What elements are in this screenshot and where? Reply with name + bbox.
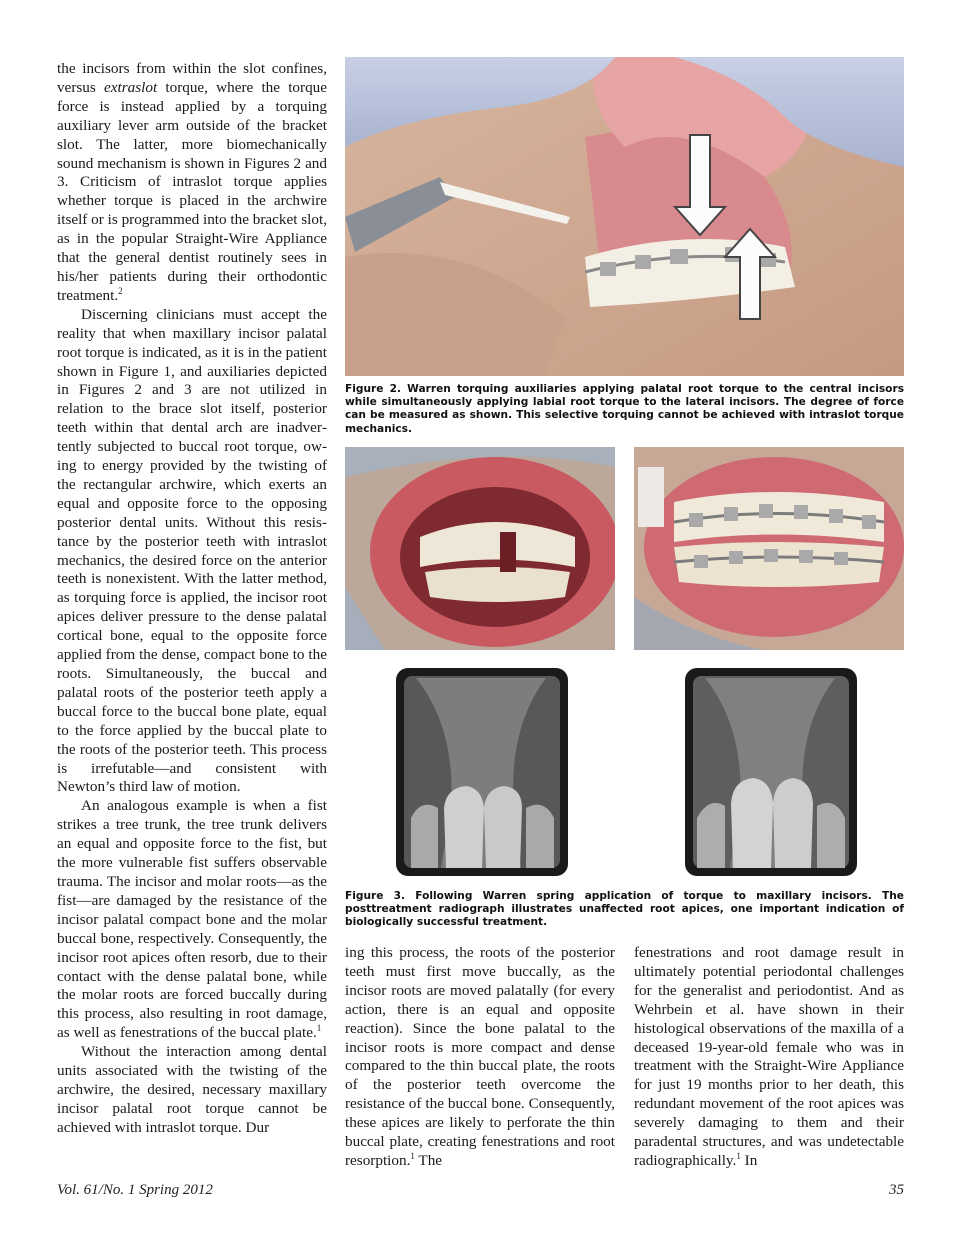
footer-journal-info: Vol. 61/No. 1 Spring 2012	[57, 1182, 213, 1198]
figure-3-radiograph-pretreatment	[396, 668, 568, 876]
paragraph: An analogous example is when a fist strikes a tree trunk, the tree trunk delivers an equal and opposite force to the fist, but the more vulnerable fist suffers observable trauma. The incisor and molar roots—as the fist—are damaged by the resistance of the incisor palatal compact bone and the molar buccal bone, respectively. Consequently, the incisor root apices often resorb, due to their contact with the dense palatal bone, while the molar roots are forced buccally during this process, also resulting in root damage, as well as fenestrations of the buccal plate.$^1$	[57, 797, 327, 1042]
figure-2-caption: Figure 2. Warren torquing auxiliaries applying palatal root torque to the central incisors while simultaneously applying labial root torque to the lateral incisors. The degree of force can be measured as shown. This selective torquing cannot be achieved with intraslot torque mechanics.	[345, 383, 904, 435]
figure-3-radiograph-posttreatment	[685, 668, 857, 876]
paragraph: the incisors from within the slot confines, versus extraslot torque, where the torque force is instead applied by a torquing auxiliary lever arm outside of the bracket slot. The latter, more biomechanically sound mechanism is shown in Figures 2 and 3. Criticism of intraslot torque applies whether torque is placed in the archwire itself or is programmed into the bracket slot, as in the popular Straight-Wire Appliance that the general dentist routinely sees in his/her patients during their orthodontic treatment.$^2$	[57, 60, 328, 304]
left-text-column	[57, 60, 327, 1138]
figure-2-photo	[345, 57, 904, 376]
paragraph: Without the interaction among dental units associated with the twisting of the archwire, the desired, necessary maxillary incisor palatal root torque cannot be achieved with intraslot torque. Dur	[57, 1043, 327, 1136]
radiograph-1-illustration	[396, 668, 568, 876]
figure-3-photo-braces	[634, 447, 904, 650]
figure-2-illustration	[345, 57, 904, 376]
paragraph: ing this process, the roots of the posterior teeth must first move buccally, as the incisor roots are moved palatally (for every action, there is an equal and opposite reaction). Since the bone palatal to the incisor roots is more compact and dense compared to the thin buccal plate, the roots of the posterior teeth overcome the resistance of the buccal bone. Consequently, these apices are likely to perforate the thin buccal plate, creating fenestrations and root resorption.$^1$ The	[345, 944, 615, 1169]
figure-3-pretreatment-illustration	[345, 447, 615, 650]
figure-3-label: Figure 3.	[345, 890, 406, 902]
middle-text-column	[345, 944, 615, 1171]
paragraph: Discerning clinicians must accept the reality that when maxillary incisor palatal root torque is indicated, as it is in the patient shown in Figure 1, and auxiliaries depicted in Figures 2 and 3 are not utilized in relation to the brace slot itself, posterior teeth within that dental arch are inadvertently subjected to buccal root torque, owing to energy provided by the twisting of the rectangular archwire, which exerts an equal and opposite force to the opposing posterior dental units. Without this resistance by the posterior teeth with intraslot mechanics, the desired force on the anterior teeth is nonexistent. With the latter method, as torquing force is applied, the incisor root apices deliver pressure to the dense palatal cortical bone, equal to the opposite force applied from the dense, compact bone to the roots. Simultaneously, the buccal and palatal roots of the posterior teeth apply a buccal force to the buccal bone plate, equal to the force applied by the buccal plate to the roots of the posterior teeth. This process is irrefutable—and consistent with Newton’s third law of motion.	[57, 305, 327, 796]
figure-3-photo-pretreatment	[345, 447, 615, 650]
figure-3-braces-illustration	[634, 447, 904, 650]
footer-page-number: 35	[889, 1182, 904, 1198]
figure-3-caption: Figure 3. Following Warren spring application of torque to maxillary incisors. The posttreatment radiograph illustrates unaffected root apices, one important indication of biologically successful treatment.	[345, 890, 904, 929]
right-text-column	[634, 944, 904, 1171]
radiograph-2-illustration	[685, 668, 857, 876]
figure-2-label: Figure 2.	[345, 383, 401, 395]
paragraph: fenestrations and root damage result in ultimately potential periodontal challenges for the generalist and periodontist. And as Wehrbein et al. have shown in their histological observations of the maxilla of a deceased 19-year-old female who was in treatment with the Straight-Wire Appliance for just 19 months prior to her death, this redundant movement of the root apices was severely damaging to them and their paradental structures, and was undetectable radiographically.$^1$ In	[634, 944, 904, 1169]
